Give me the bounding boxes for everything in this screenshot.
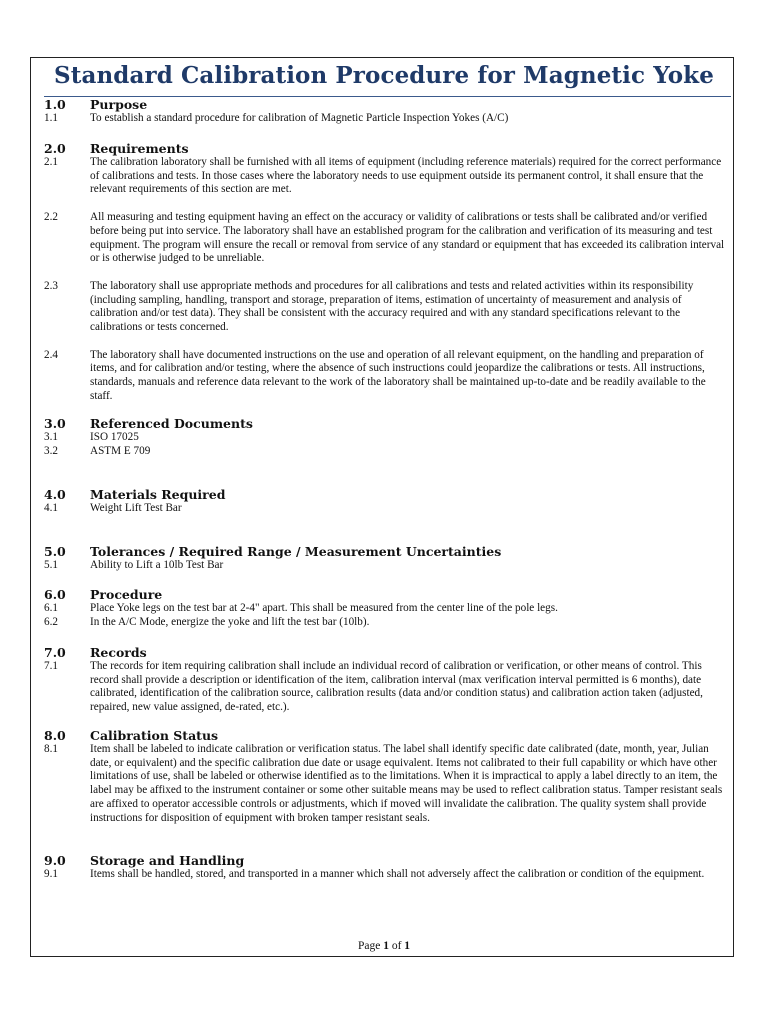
clause-text: Item shall be labeled to indicate calibration or verification status. The label shall identify specific date calibrated (date, month, year, Julian date, or equivalent) and the specific calibration due date or usage equivalent. Items not calibrated to their full capability or which have other limitations of use, shall be labeled or otherwise identified as to the limitations. When it is impractical to apply a label directly to an item, the label may be affixed to the instrument container or some other suitable means may be used to reflect calibration status. Tamper resistant seals are affixed to operator accessible controls or adjustments, which if moved will invalidate the calibration. The quality system shall provide instructions for disposition of equipment with broken tamper resistant seals.	[90, 743, 723, 824]
clause-9-1	[44, 868, 726, 882]
document-title: Standard Calibration Procedure for Magnetic Yoke	[54, 62, 714, 89]
section-title: Procedure	[90, 587, 163, 602]
section-6-0	[44, 587, 726, 629]
clause-text: The laboratory shall have documented instructions on the use and operation of all relevant equipment, on the handling and preparation of items, and for calibration and/or testing, where the absence of such instructions could jeopardize the calibrations or tests. All instructions, standards, manuals and reference data relevant to the work of the laboratory shall be maintained up-to-date and be readily available to the staff.	[90, 348, 706, 402]
clause-number: 6.1	[44, 602, 58, 614]
clause-7-1	[44, 660, 726, 715]
clause-text: In the A/C Mode, energize the yoke and lift the test bar (10lb).	[90, 615, 370, 628]
clause-number: 2.1	[44, 156, 58, 168]
section-title: Storage and Handling	[90, 853, 245, 868]
clause-8-1	[44, 743, 726, 825]
clause-1-1	[44, 112, 726, 126]
section-heading	[44, 97, 726, 112]
clause-3-1	[44, 431, 726, 445]
clause-number: 5.1	[44, 559, 58, 571]
clause-3-2	[44, 445, 726, 459]
clause-number: 3.1	[44, 431, 58, 443]
section-3-0	[44, 416, 726, 458]
section-title: Materials Required	[90, 487, 226, 502]
section-heading	[44, 853, 726, 868]
clause-text: The laboratory shall use appropriate methods and procedures for all calibrations and tests and related activities within its responsibility (including sampling, handling, transport and storage, preparation of items, estimation of uncertainty of measurement and analysis of calibration and/or test data). They shall be consistent with the accuracy required and with any standard specifications relevant to the calibrations or tests concerned.	[90, 279, 694, 334]
section-7-0	[44, 645, 726, 715]
clause-2-2	[44, 211, 726, 266]
section-title: Purpose	[90, 97, 148, 112]
clause-number: 7.1	[44, 660, 58, 672]
clause-number: 3.2	[44, 444, 58, 457]
page-label: Page	[357, 940, 381, 952]
section-9-0	[44, 853, 726, 882]
section-title: Requirements	[90, 141, 189, 156]
clause-text: ISO 17025	[90, 431, 139, 443]
section-1-0	[44, 97, 726, 126]
clause-2-4	[44, 349, 726, 404]
section-heading	[44, 544, 726, 559]
section-4-0	[44, 487, 726, 516]
section-heading	[44, 728, 726, 743]
section-title: Tolerances / Required Range / Measurement Uncertainties	[90, 544, 502, 559]
clause-5-1	[44, 559, 726, 573]
clause-2-1	[44, 156, 726, 197]
section-number: 1.0	[44, 97, 66, 112]
clause-4-1	[44, 502, 726, 516]
page-current: 1	[383, 940, 389, 952]
section-title: Referenced Documents	[90, 416, 253, 431]
clause-number: 6.2	[44, 615, 58, 628]
clause-6-2	[44, 616, 726, 630]
section-5-0	[44, 544, 726, 573]
clause-2-3	[44, 280, 726, 335]
clause-number: 2.4	[44, 348, 58, 361]
section-heading	[44, 587, 726, 602]
clause-number: 2.3	[44, 279, 58, 292]
section-heading	[44, 141, 726, 156]
section-number: 4.0	[44, 487, 66, 502]
clause-text: ASTM E 709	[90, 444, 151, 457]
page-footer	[0, 940, 768, 952]
clause-text: Ability to Lift a 10lb Test Bar	[90, 559, 224, 571]
clause-number: 9.1	[44, 868, 58, 880]
clause-number: 4.1	[44, 502, 58, 514]
section-number: 8.0	[44, 728, 66, 743]
clause-number: 1.1	[44, 112, 58, 124]
section-heading	[44, 487, 726, 502]
clause-text: The records for item requiring calibration shall include an individual record of calibration or verification, or other means of control. This record shall provide a description or identification of the item, calibration interval (max verification interval permitted is 6 months), date calibrated, identification of the calibration source, calibration results (data and/or condition status) and calibration action taken (adjusted, repaired, new value assigned, de-rated, etc.).	[90, 660, 703, 714]
section-8-0	[44, 728, 726, 825]
section-number: 6.0	[44, 587, 66, 602]
section-heading	[44, 645, 726, 660]
clause-number: 8.1	[44, 743, 58, 755]
section-number: 5.0	[44, 544, 66, 559]
section-2-0	[44, 141, 726, 404]
clause-6-1	[44, 602, 726, 616]
clause-text: Items shall be handled, stored, and transported in a manner which shall not adversely affect the calibration or condition of the equipment.	[90, 868, 705, 880]
clause-text: The calibration laboratory shall be furnished with all items of equipment (including reference materials) required for the correct performance of calibrations and tests. In those cases where the laboratory needs to use equipment outside its permanent control, it shall ensure that the relevant requirements of this section are met.	[90, 156, 722, 196]
clause-text: Place Yoke legs on the test bar at 2-4" apart. This shall be measured from the center line of the pole legs.	[90, 602, 558, 614]
clause-text: Weight Lift Test Bar	[90, 502, 182, 514]
clause-text: All measuring and testing equipment having an effect on the accuracy or validity of calibrations or tests shall be calibrated and/or verified before being put into service. The laboratory shall have an established program for the calibration and verification of its measuring and test equipment. The program will ensure the recall or removal from service of any standard or equipment that has exceeded its calibration interval or is otherwise judged to be unreliable.	[90, 211, 725, 265]
section-title: Records	[90, 645, 147, 660]
clause-number: 2.2	[44, 211, 58, 224]
clause-text: To establish a standard procedure for calibration of Magnetic Particle Inspection Yokes (A/C)	[90, 112, 509, 124]
page-total: 1	[404, 940, 411, 952]
page-of: of	[391, 940, 402, 952]
section-heading	[44, 416, 726, 431]
section-number: 2.0	[44, 141, 66, 156]
section-number: 7.0	[44, 645, 66, 660]
section-number: 3.0	[44, 416, 66, 431]
section-number: 9.0	[44, 853, 66, 868]
section-title: Calibration Status	[90, 728, 219, 743]
